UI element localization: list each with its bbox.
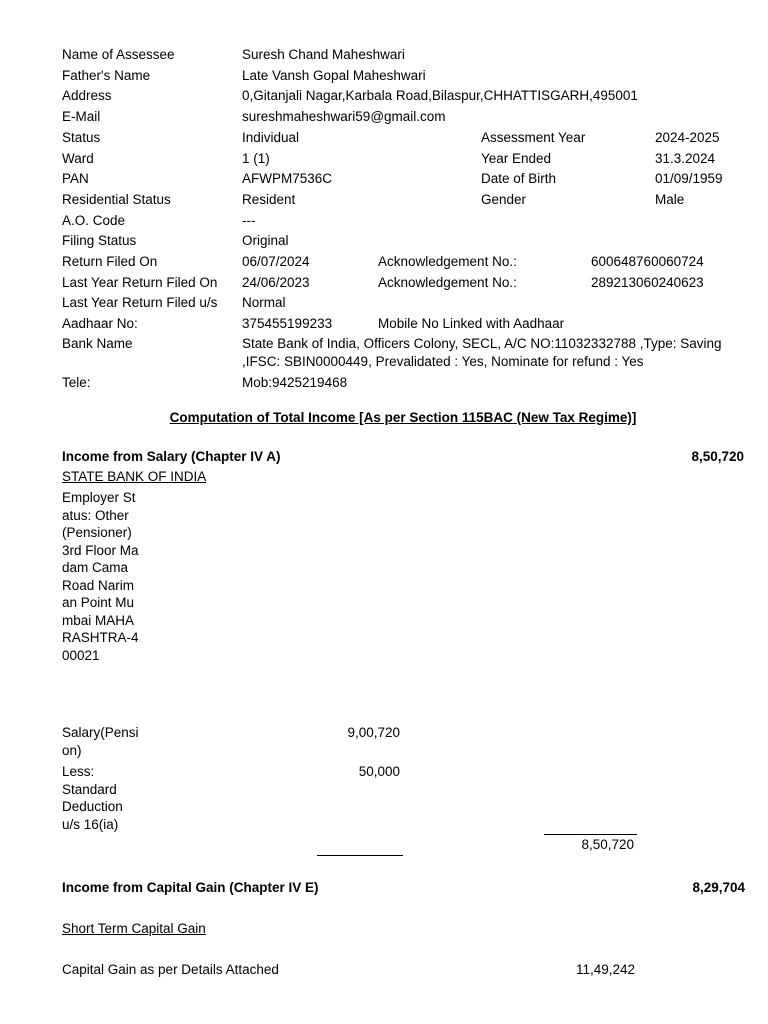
value-last-year-us: Normal: [242, 295, 286, 310]
employer-details: Employer Status: Other(Pensioner) 3rd Floor Madam Cama Road Nariman Point Mumbai MAHARASHTRA-400021: [62, 490, 139, 663]
label-filing-status: Filing Status: [62, 233, 137, 248]
salary-value: 9,00,720: [347, 725, 400, 740]
capital-gain-details-value: 11,49,242: [575, 962, 635, 977]
value-year-ended: 31.3.2024: [655, 151, 716, 166]
label-residential-status: Residential Status: [62, 192, 171, 207]
value-filing-status: Original: [242, 233, 289, 248]
label-assessment-year: Assessment Year: [481, 130, 586, 145]
label-last-year-us: Last Year Return Filed u/s: [62, 295, 218, 310]
label-status: Status: [62, 130, 101, 145]
label-address: Address: [62, 88, 112, 103]
value-aadhaar: 375455199233: [242, 316, 333, 331]
salary-label: Salary(Pension): [62, 725, 139, 758]
label-last-year-acknowledgement: Acknowledgement No.:: [378, 275, 517, 290]
label-father: Father's Name: [62, 68, 151, 83]
value-acknowledgement: 600648760060724: [591, 254, 704, 269]
value-ao-code: ---: [242, 213, 256, 228]
value-assessment-year: 2024-2025: [655, 130, 720, 145]
deduction-value: 50,000: [358, 764, 400, 779]
value-address: 0,Gitanjali Nagar,Karbala Road,Bilaspur,CHHATTISGARH,495001: [242, 88, 638, 103]
value-status: Individual: [242, 130, 300, 145]
value-last-year-acknowledgement: 289213060240623: [591, 275, 704, 290]
value-tele: Mob:9425219468: [242, 375, 348, 390]
label-gender: Gender: [481, 192, 527, 207]
label-email: E-Mail: [62, 109, 101, 124]
value-bank: State Bank of India, Officers Colony, SECL, A/C NO:11032332788 ,Type: Saving ,IFSC: SBIN0000449, Prevalidated : Yes, Nominate for refund : Yes: [242, 336, 722, 369]
label-year-ended: Year Ended: [481, 151, 552, 166]
label-mobile-linked: Mobile No Linked with Aadhaar: [378, 316, 565, 331]
value-last-year-return: 24/06/2023: [242, 275, 310, 290]
value-dob: 01/09/1959: [655, 171, 723, 186]
salary-heading: Income from Salary (Chapter IV A): [62, 449, 281, 464]
value-father: Late Vansh Gopal Maheshwari: [242, 68, 426, 83]
value-ward: 1 (1): [242, 151, 270, 166]
label-return-filed: Return Filed On: [62, 254, 158, 269]
label-ao-code: A.O. Code: [62, 213, 126, 228]
value-email: sureshmaheshwari59@gmail.com: [242, 109, 446, 124]
capital-gain-total: 8,29,704: [692, 880, 745, 895]
deduction-label: Less: Standard Deduction u/s 16(ia): [62, 764, 123, 832]
capital-gain-heading: Income from Capital Gain (Chapter IV E): [62, 880, 319, 895]
stcg-heading: Short Term Capital Gain: [62, 921, 206, 936]
label-pan: PAN: [62, 171, 89, 186]
salary-total: 8,50,720: [691, 449, 744, 464]
label-acknowledgement: Acknowledgement No.:: [378, 254, 517, 269]
label-aadhaar: Aadhaar No:: [62, 316, 138, 331]
salary-net: 8,50,720: [581, 837, 634, 852]
capital-gain-details-label: Capital Gain as per Details Attached: [62, 962, 279, 977]
label-ward: Ward: [62, 151, 94, 166]
label-name: Name of Assessee: [62, 47, 175, 62]
computation-title: Computation of Total Income [As per Section 115BAC (New Tax Regime)]: [169, 410, 637, 425]
employer-name: STATE BANK OF INDIA: [62, 469, 207, 484]
total-rule: [317, 855, 403, 856]
label-dob: Date of Birth: [481, 171, 557, 186]
label-tele: Tele:: [62, 375, 91, 390]
value-name: Suresh Chand Maheshwari: [242, 47, 405, 62]
label-bank: Bank Name: [62, 336, 133, 351]
label-last-year-return: Last Year Return Filed On: [62, 275, 218, 290]
value-pan: AFWPM7536C: [242, 171, 333, 186]
subtotal-rule: [544, 834, 637, 835]
value-residential-status: Resident: [242, 192, 296, 207]
value-gender: Male: [655, 192, 685, 207]
value-return-filed: 06/07/2024: [242, 254, 310, 269]
